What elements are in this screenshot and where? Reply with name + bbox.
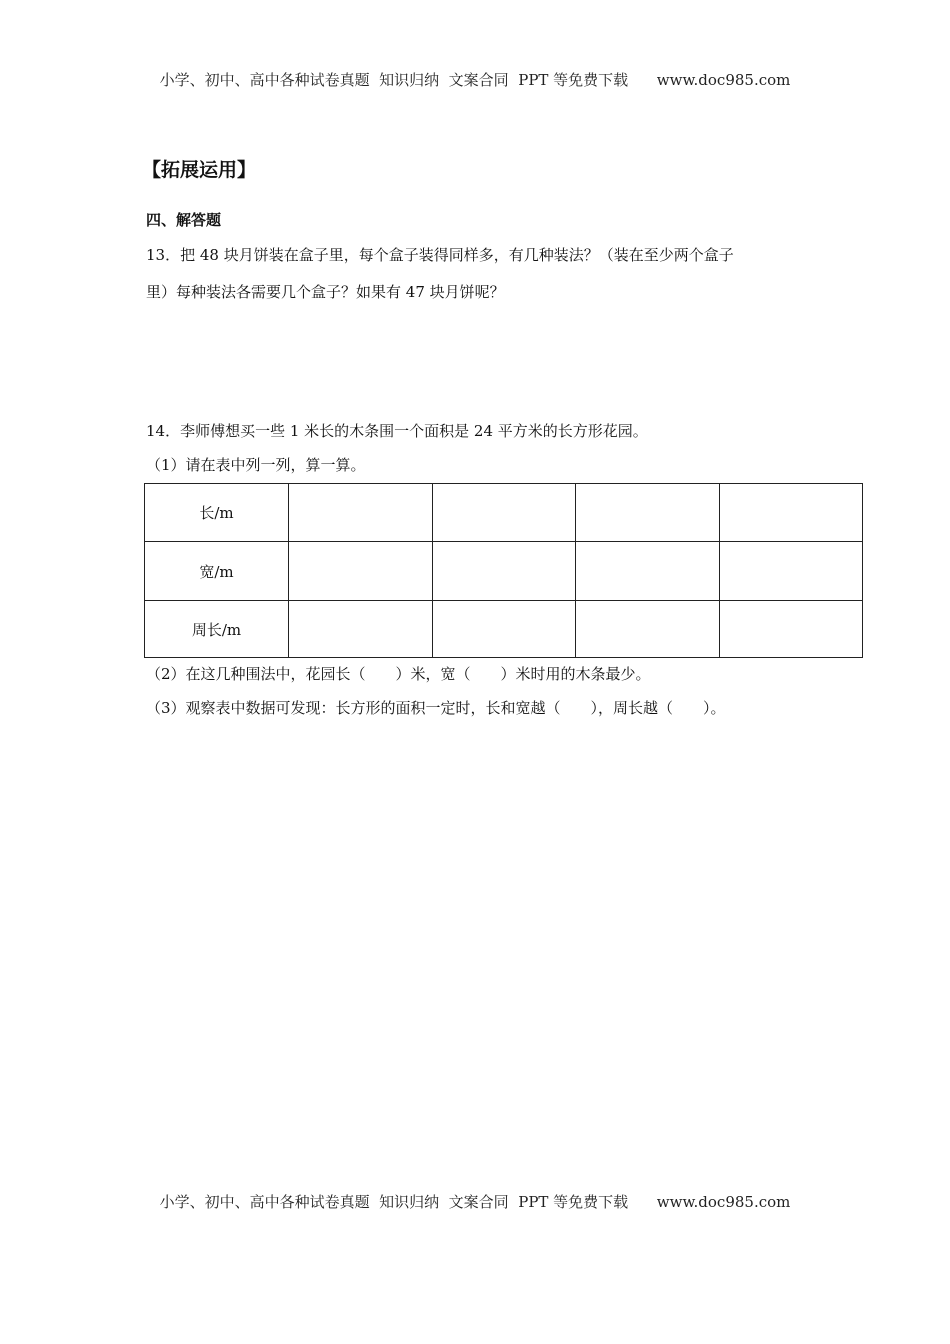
table-row <box>145 601 863 658</box>
table-cell[interactable] <box>719 542 863 601</box>
table-cell[interactable] <box>576 601 720 658</box>
table-cell[interactable] <box>289 542 433 601</box>
table-cell[interactable] <box>432 542 576 601</box>
row-label-width: 宽/m <box>145 542 289 601</box>
table-cell[interactable] <box>432 484 576 542</box>
row-label-length: 长/m <box>145 484 289 542</box>
table-cell[interactable] <box>719 601 863 658</box>
table-cell[interactable] <box>289 484 433 542</box>
table-cell[interactable] <box>289 601 433 658</box>
table-cell[interactable] <box>576 542 720 601</box>
table-cell[interactable] <box>719 484 863 542</box>
question-14-part-3: （3）观察表中数据可发现：长方形的面积一定时，长和宽越（ ），周长越（ ）。 <box>146 699 726 717</box>
page-header: 小学、初中、高中各种试卷真题 知识归纳 文案合同 PPT 等免费下载 www.doc985.com <box>159 71 791 89</box>
table-cell[interactable] <box>432 601 576 658</box>
question-13-line-2: 里）每种装法各需要几个盒子？如果有 47 块月饼呢？ <box>146 283 505 301</box>
question-14-part-2: （2）在这几种围法中，花园长（ ）米，宽（ ）米时用的木条最少。 <box>146 665 651 683</box>
answer-table <box>144 483 863 658</box>
page-footer: 小学、初中、高中各种试卷真题 知识归纳 文案合同 PPT 等免费下载 www.doc985.com <box>159 1193 791 1211</box>
section-title: 【拓展运用】 <box>142 159 257 181</box>
question-14-part-1: （1）请在表中列一列，算一算。 <box>146 456 366 474</box>
table-row <box>145 484 863 542</box>
subsection-title: 四、解答题 <box>146 211 222 229</box>
row-label-perimeter: 周长/m <box>145 601 289 658</box>
question-13-line-1: 13．把 48 块月饼装在盒子里，每个盒子装得同样多，有几种装法？（装在至少两个盒子 <box>146 246 734 264</box>
table-row <box>145 542 863 601</box>
question-14-stem: 14．李师傅想买一些 1 米长的木条围一个面积是 24 平方米的长方形花园。 <box>146 422 648 440</box>
table-cell[interactable] <box>576 484 720 542</box>
